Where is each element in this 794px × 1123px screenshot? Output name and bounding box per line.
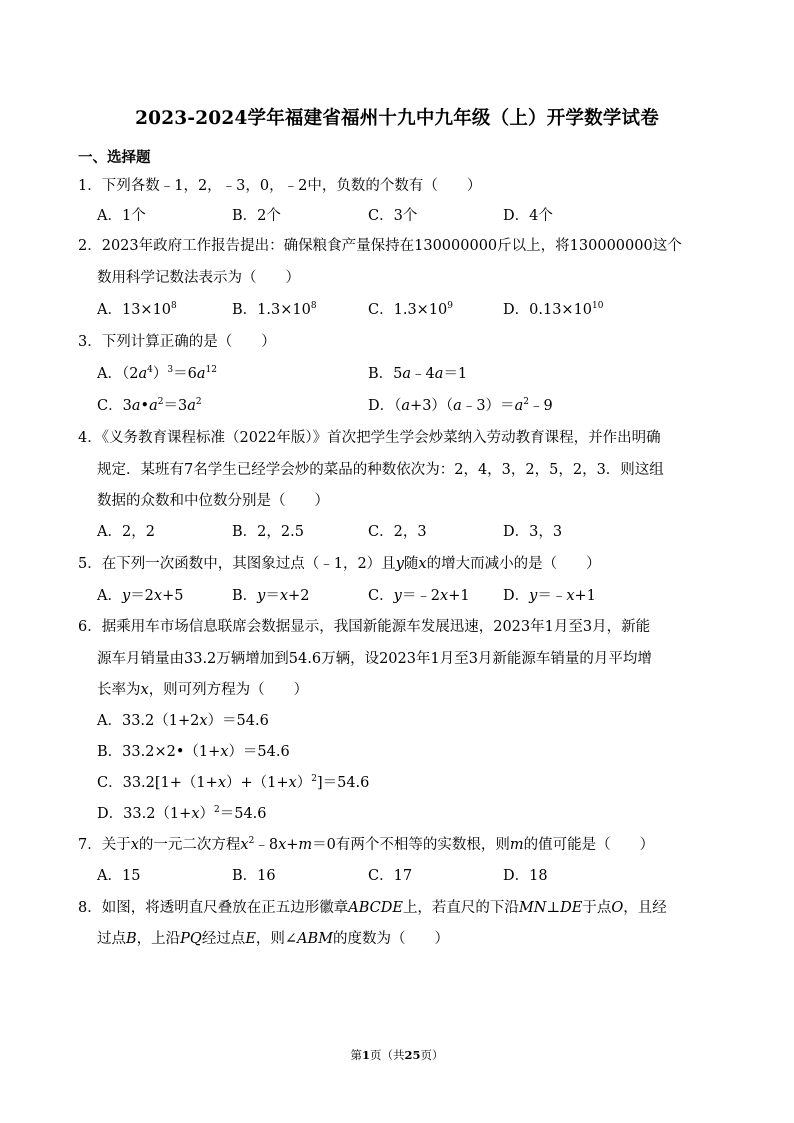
- question-text: 2023年政府工作报告提出：确保粮食产量保持在130000000斤以上，将130000000这个: [101, 238, 682, 254]
- page-title: 2023-2024学年福建省福州十九中九年级（上）开学数学试卷: [135, 108, 659, 129]
- option-b: B．16: [232, 868, 276, 884]
- option-a: A．33.2（1+2x）＝54.6: [97, 713, 269, 729]
- option-c: C．$33.2[1+(1+x)+(1+x)^2]=54.6$: [97, 774, 370, 791]
- option-a: A．15: [97, 868, 141, 884]
- question-2-line-2: 数用科学记数法表示为（ ）: [97, 270, 300, 286]
- question-8: 8．如图，将透明直尺叠放在正五边形徽章ABCDE上，若直尺的下沿MN⊥DE于点O，且经: [78, 900, 667, 916]
- question-number: 8．: [78, 900, 102, 916]
- question-1: [78, 176, 481, 196]
- question-5: 5．在下列一次函数中，其图象过点（﹣1，2）且y随x的增大而减小的是（ ）: [78, 556, 601, 572]
- option-c: C．17: [368, 868, 413, 884]
- section-heading: 一、选择题: [78, 149, 151, 166]
- question-text: 下列各数﹣1，2，﹣3，0，﹣2中，负数的个数有（ ）: [101, 178, 482, 194]
- question-number: 1．: [78, 178, 102, 194]
- option-d: D．4个: [503, 208, 553, 224]
- option-b: B．2，2.5: [232, 524, 304, 540]
- option-c: C．$3a•a^2=3a^2$: [97, 397, 202, 414]
- question-number: 2．: [78, 238, 102, 254]
- option-c: C．$1.3\times 10^9$: [368, 301, 454, 318]
- question-number: 5．: [78, 556, 102, 572]
- question-number: 6．: [78, 619, 102, 635]
- option-a: A．1个: [97, 208, 146, 224]
- option-a: A．y＝2x+5: [97, 588, 184, 604]
- option-a: A．2，2: [97, 524, 155, 540]
- option-b: B．$1.3\times 10^8$: [232, 301, 317, 318]
- page-footer: 第1页（共25页）: [350, 1048, 444, 1062]
- question-2: [78, 236, 682, 256]
- option-d: D．18: [503, 868, 548, 884]
- option-c: C．y＝﹣2x+1: [368, 588, 470, 604]
- option-b: B．y＝x+2: [232, 588, 310, 604]
- page-total: 25: [404, 1048, 421, 1062]
- option-d: D．$(a+3)(a﹣3)=a^2﹣9$: [368, 397, 553, 414]
- option-d: D．y＝﹣x+1: [503, 588, 596, 604]
- option-b: B．33.2×2•（1+x）＝54.6: [97, 744, 290, 760]
- question-number: 7．: [78, 837, 102, 853]
- option-c: C．3个: [368, 208, 418, 224]
- question-4: [78, 428, 661, 448]
- question-text: 《义务教育课程标准（2022年版）》首次把学生学会炒菜纳入劳动教育课程，并作出明确: [101, 430, 661, 446]
- option-b: B．2个: [232, 208, 281, 224]
- option-d: D．$0.13\times 10^{10}$: [503, 301, 604, 318]
- option-b: B．5a﹣4a＝1: [368, 366, 468, 382]
- question-3: [78, 332, 276, 352]
- option-d: D．$33.2(1+x)^2=54.6$: [97, 805, 267, 822]
- option-a: A．$(2a^4)^3=6a^{12}$: [97, 365, 217, 382]
- question-8-line-2: 过点B，上沿PQ经过点E，则∠ABM的度数为（ ）: [97, 931, 450, 947]
- option-a: A．$13\times 10^8$: [97, 301, 177, 318]
- option-d: D．3，3: [503, 524, 563, 540]
- question-7: 7．关于x的一元二次方程$x^2﹣8x+m=0$有两个不相等的实数根，则m的值可能是（ ）: [78, 836, 655, 853]
- question-4-line-2: 规定．某班有7名学生已经学会炒的菜品的种数依次为：2，4，3，2，5，2，3．则这组: [97, 462, 664, 478]
- question-text: 下列计算正确的是（ ）: [101, 334, 276, 350]
- option-c: C．2，3: [368, 524, 427, 540]
- question-number: 3．: [78, 334, 102, 350]
- question-text: 据乘用车市场信息联席会数据显示，我国新能源车发展迅速，2023年1月至3月，新能: [101, 619, 651, 635]
- question-6-line-3: 长率为x，则可列方程为（ ）: [97, 682, 309, 698]
- question-number: 4．: [78, 430, 102, 446]
- page-number: 1: [361, 1048, 370, 1062]
- question-4-line-3: 数据的众数和中位数分别是（ ）: [97, 493, 329, 509]
- question-6-line-2: 源车月销量由33.2万辆增加到54.6万辆，设2023年1月至3月新能源车销量的月平均增: [97, 651, 652, 667]
- question-6: [78, 617, 650, 637]
